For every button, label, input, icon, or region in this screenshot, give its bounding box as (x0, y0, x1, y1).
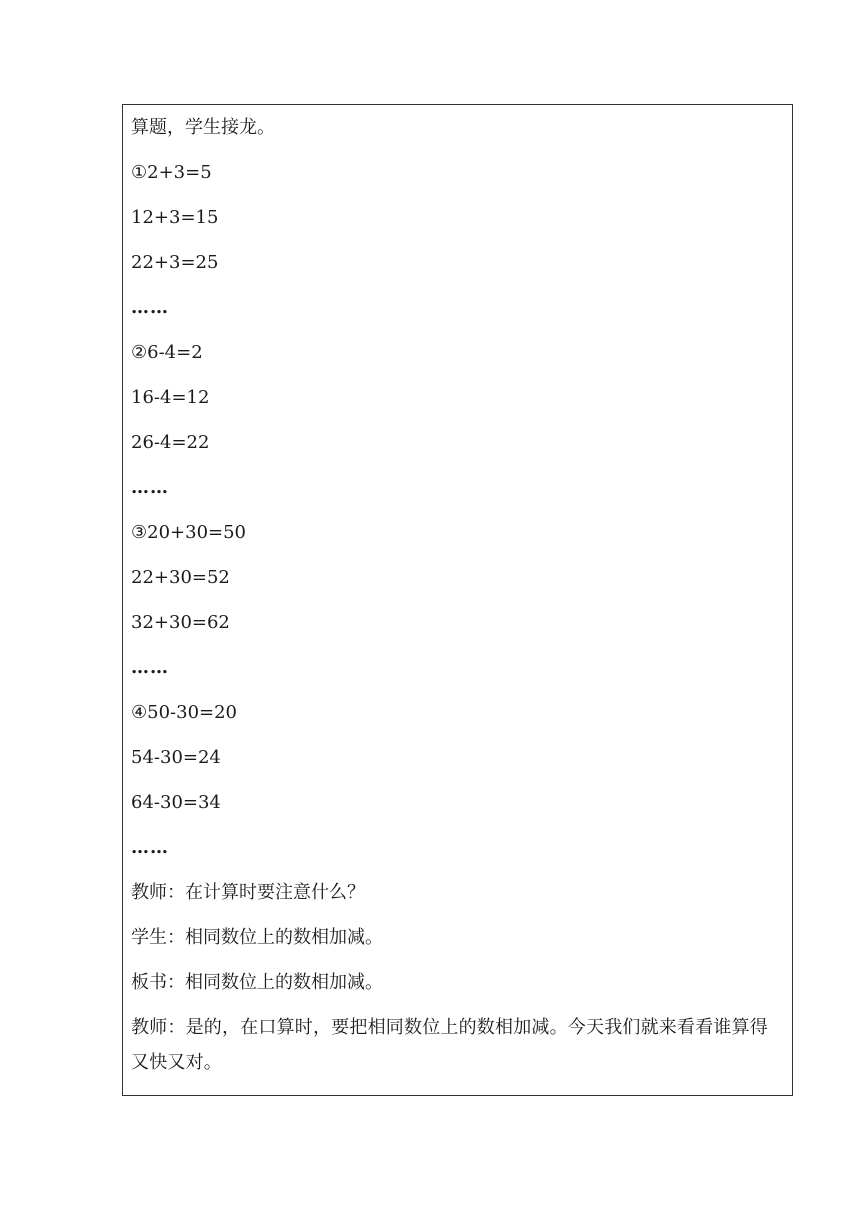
intro-text: 算题，学生接龙。 (131, 117, 275, 138)
lesson-table-cell (122, 104, 793, 1096)
equation-line: 22+3=25 (131, 252, 219, 273)
equation-line: 26-4=22 (131, 432, 210, 453)
dialogue-line: 板书：相同数位上的数相加减。 (131, 972, 383, 993)
ellipsis: …… (131, 297, 169, 318)
ellipsis: …… (131, 837, 169, 858)
dialogue-line: 教师：在计算时要注意什么？ (131, 882, 365, 903)
equation-line: 22+30=52 (131, 567, 230, 588)
equation-line: 64-30=34 (131, 792, 221, 813)
equation-line: ③20+30=50 (131, 522, 247, 543)
lesson-content (131, 105, 784, 1080)
equation-line: 16-4=12 (131, 387, 210, 408)
dialogue-line: 学生：相同数位上的数相加减。 (131, 927, 383, 948)
ellipsis: …… (131, 657, 169, 678)
equation-line: 54-30=24 (131, 747, 221, 768)
equation-line: ①2+3=5 (131, 162, 212, 183)
ellipsis: …… (131, 477, 169, 498)
closing-paragraph: 教师：是的，在口算时，要把相同数位上的数相加减。今天我们就来看看谁算得又快又对。 (131, 1017, 768, 1073)
equation-line: 12+3=15 (131, 207, 219, 228)
equation-line: ②6-4=2 (131, 342, 203, 363)
equation-line: 32+30=62 (131, 612, 230, 633)
equation-line: ④50-30=20 (131, 702, 238, 723)
